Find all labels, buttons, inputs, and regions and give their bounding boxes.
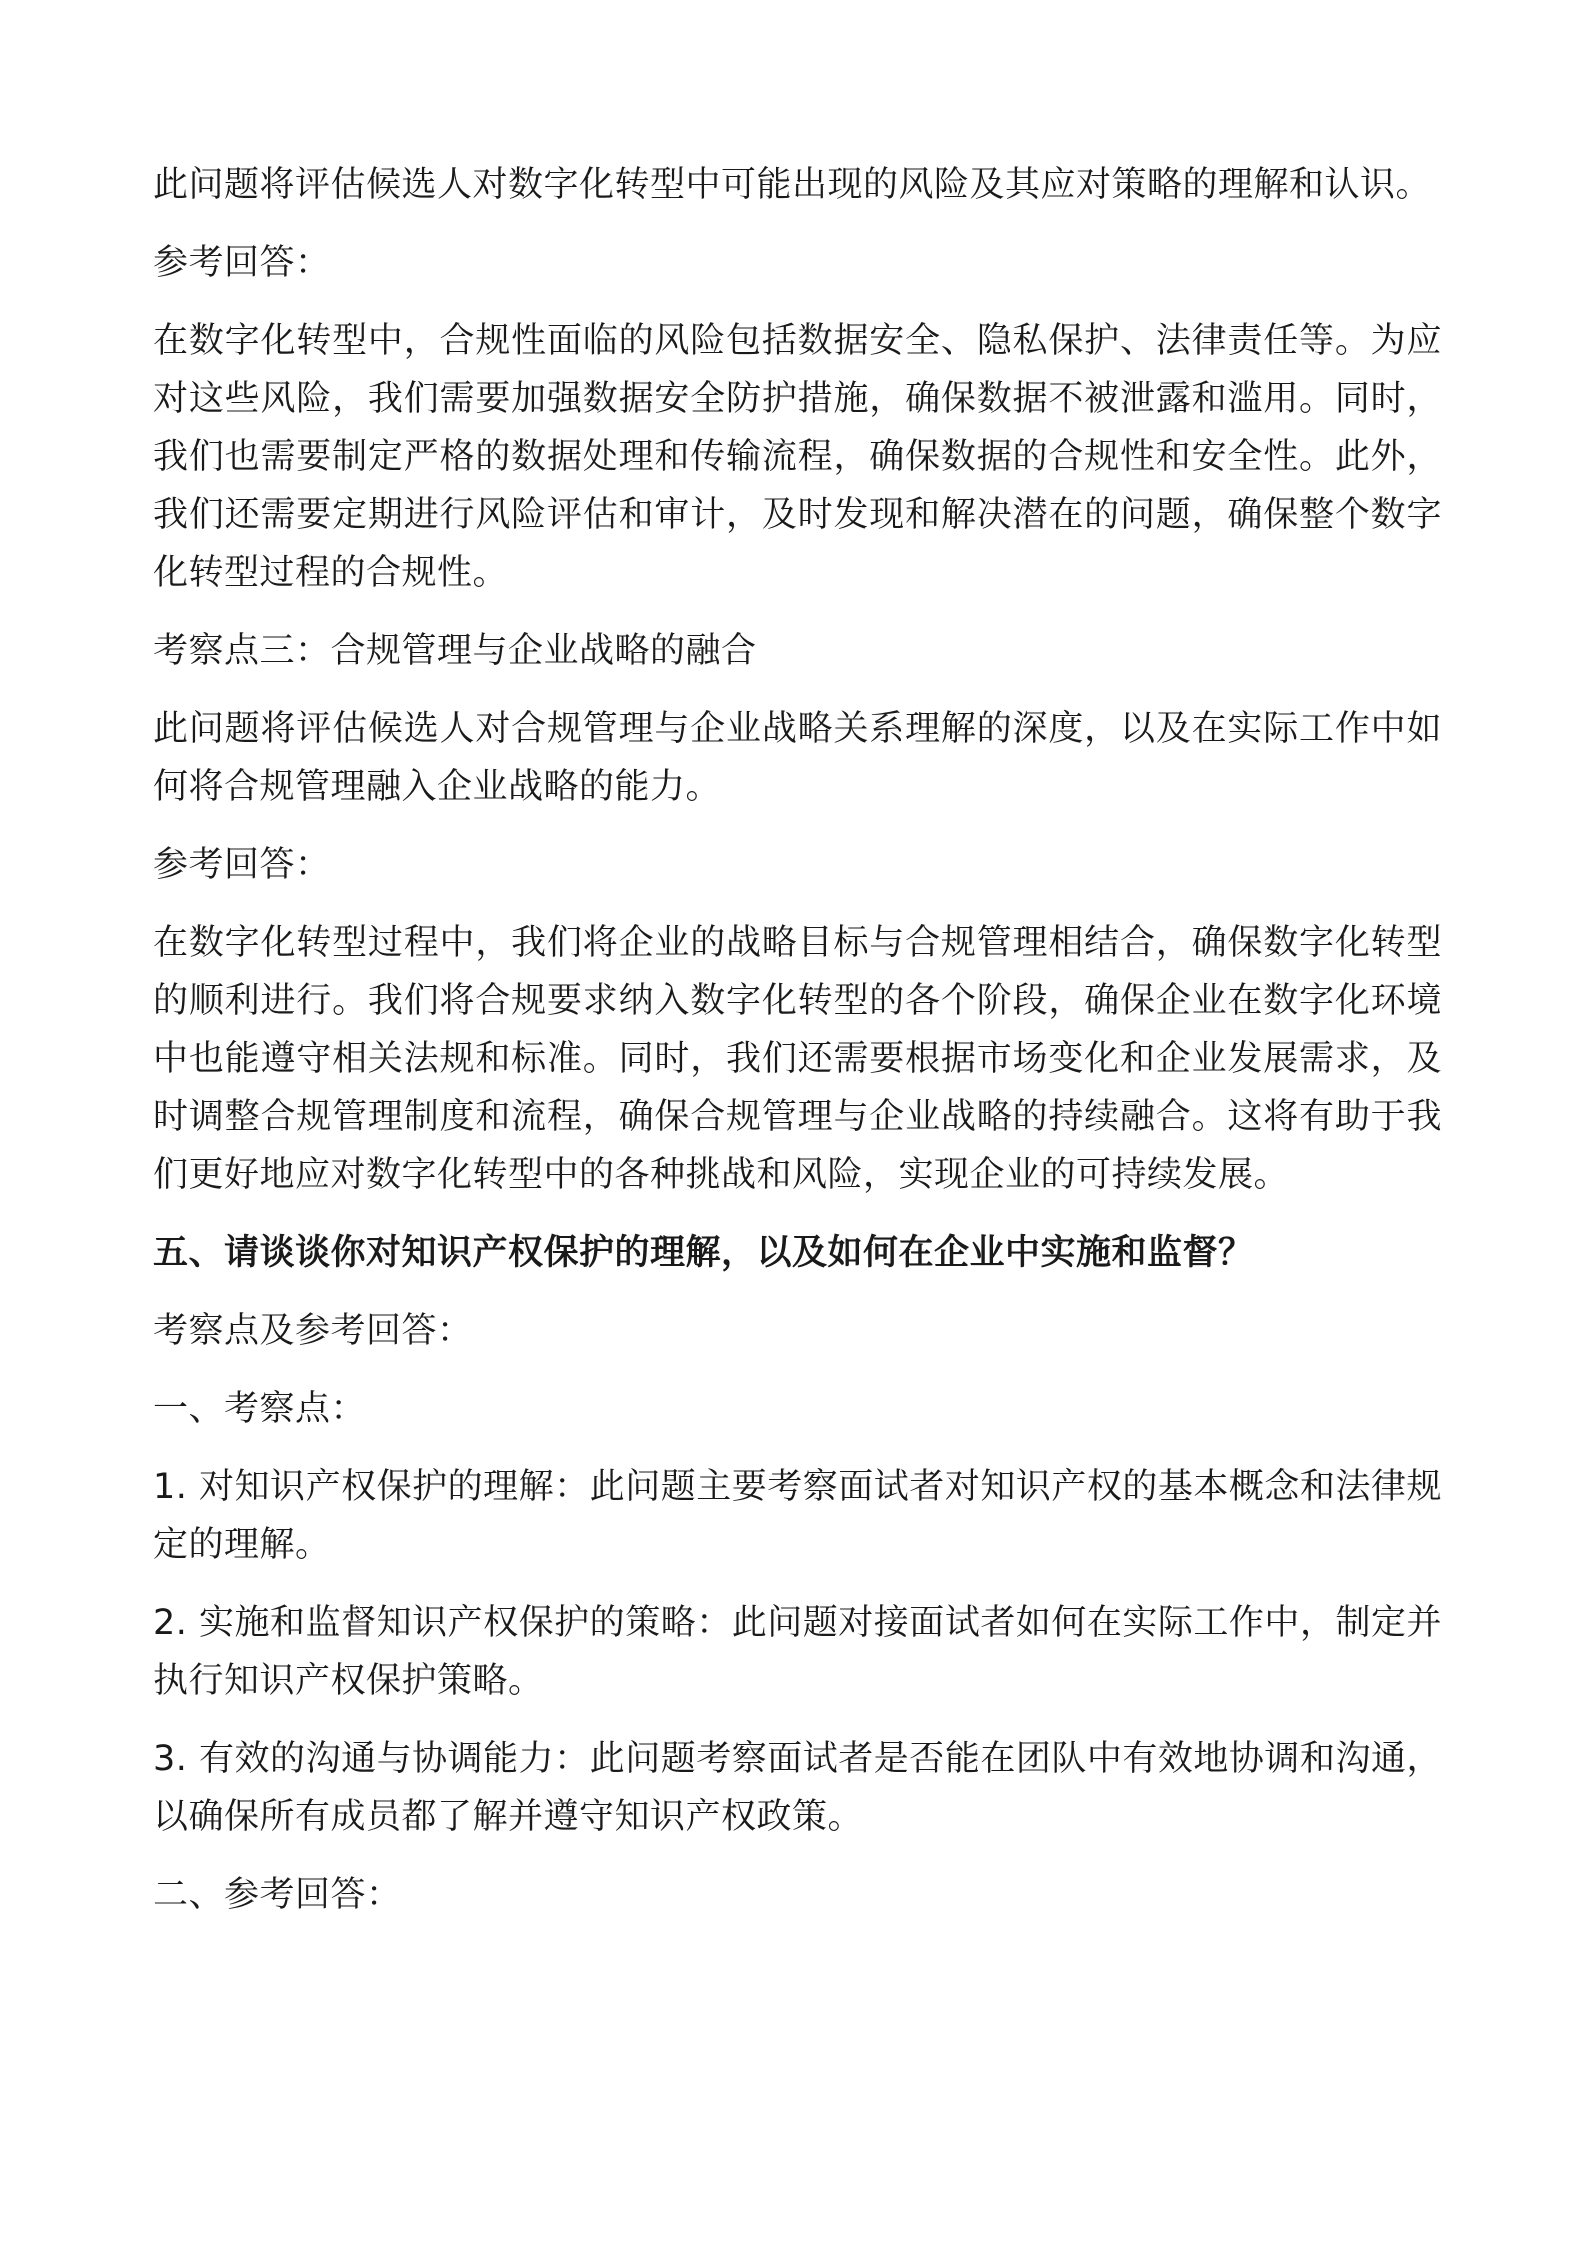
list-item-point-1: 1. 对知识产权保护的理解：此问题主要考察面试者对知识产权的基本概念和法律规定的理解。: [153, 1467, 1442, 1565]
question-five-heading: 五、请谈谈你对知识产权保护的理解，以及如何在企业中实施和监督？: [153, 1233, 1254, 1273]
paragraph-strategy-answer: 在数字化转型过程中，我们将企业的战略目标与合规管理相结合，确保数字化转型的顺利进行。我们将合规要求纳入数字化转型的各个阶段，确保企业在数字化环境中也能遵守相关法规和标准。同时，我们还需要根据市场变化和企业发展需求，及时调整合规管理制度和流程，确保合规管理与企业战略的持续融合。这将有助于我们更好地应对数字化转型中的各种挑战和风险，实现企业的可持续发展。: [153, 923, 1442, 1195]
list-item-point-2: 2. 实施和监督知识产权保护的策略：此问题对接面试者如何在实际工作中，制定并执行知识产权保护策略。: [153, 1603, 1442, 1701]
paragraph-points-label: 一、考察点：: [153, 1389, 367, 1429]
paragraph-points-and-answers-label: 考察点及参考回答：: [153, 1311, 473, 1351]
paragraph-point-three-heading: 考察点三：合规管理与企业战略的融合: [153, 631, 757, 671]
paragraph-reference-label-1: 参考回答：: [153, 243, 331, 283]
paragraph-reference-label-2: 参考回答：: [153, 845, 331, 885]
paragraph-risk-answer: 在数字化转型中，合规性面临的风险包括数据安全、隐私保护、法律责任等。为应对这些风险，我们需要加强数据安全防护措施，确保数据不被泄露和滥用。同时，我们也需要制定严格的数据处理和传输流程，确保数据的合规性和安全性。此外，我们还需要定期进行风险评估和审计，及时发现和解决潜在的问题，确保整个数字化转型过程的合规性。: [153, 321, 1442, 593]
paragraph-point-three-intro: 此问题将评估候选人对合规管理与企业战略关系理解的深度，以及在实际工作中如何将合规管理融入企业战略的能力。: [153, 709, 1442, 807]
list-item-point-3: 3. 有效的沟通与协调能力：此问题考察面试者是否能在团队中有效地协调和沟通，以确保所有成员都了解并遵守知识产权政策。: [153, 1739, 1442, 1837]
paragraph-risk-intro: 此问题将评估候选人对数字化转型中可能出现的风险及其应对策略的理解和认识。: [153, 165, 1432, 205]
paragraph-reference-answer-label: 二、参考回答：: [153, 1875, 402, 1915]
